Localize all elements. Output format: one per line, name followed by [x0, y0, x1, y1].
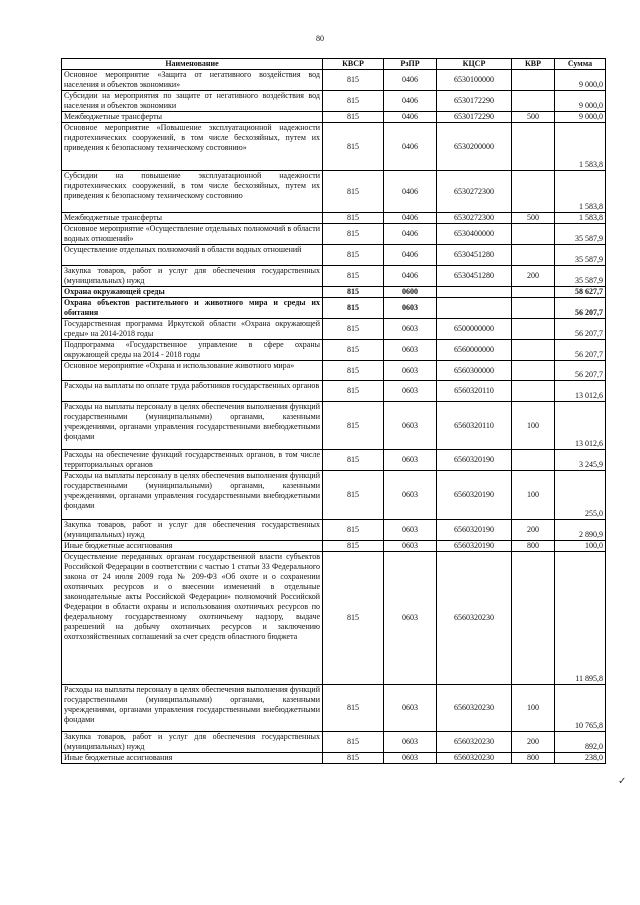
- row-name-cell: Основное мероприятие «Повышение эксплуатационной надежности гидротехнических сооружений, в том числе бесхозяйных, путем их приведения к безопасному техническому состоянию»: [62, 123, 323, 171]
- page-number: 80: [316, 34, 324, 43]
- row-sum-cell: 35 587,9: [555, 224, 606, 245]
- row-name-cell: Охрана объектов растительного и животного мира и среды их обитания: [62, 298, 323, 319]
- row-sum-cell: 100,0: [555, 541, 606, 552]
- row-rzpr-cell: 0600: [384, 287, 437, 298]
- row-rzpr-cell: 0603: [384, 471, 437, 520]
- row-kvsr-cell: 815: [323, 541, 384, 552]
- table-row: [62, 381, 606, 402]
- row-kcsr-cell: [437, 298, 512, 319]
- row-kvsr-cell: 815: [323, 213, 384, 224]
- table-row: [62, 732, 606, 753]
- row-kvsr-cell: 815: [323, 471, 384, 520]
- row-kcsr-cell: 6560320110: [437, 402, 512, 450]
- row-kcsr-cell: 6500000000: [437, 319, 512, 340]
- row-name-cell: Расходы на выплаты персоналу в целях обеспечения выполнения функций государственными (муниципальными) органами, казенными учреждениями, органами управления государственными внебюджетными фондами: [62, 685, 323, 732]
- row-rzpr-cell: 0406: [384, 70, 437, 91]
- row-sum-cell: 9 000,0: [555, 91, 606, 112]
- row-rzpr-cell: 0603: [384, 381, 437, 402]
- row-kvsr-cell: 815: [323, 520, 384, 541]
- row-sum-cell: 56 207,7: [555, 298, 606, 319]
- row-kvr-cell: [512, 245, 555, 266]
- row-kcsr-cell: 6530200000: [437, 123, 512, 171]
- table-row: [62, 123, 606, 171]
- row-kvr-cell: [512, 287, 555, 298]
- table-row: [62, 753, 606, 764]
- row-rzpr-cell: 0406: [384, 123, 437, 171]
- row-kvsr-cell: 815: [323, 381, 384, 402]
- row-sum-cell: 56 207,7: [555, 319, 606, 340]
- row-name-cell: Межбюджетные трансферты: [62, 112, 323, 123]
- row-kcsr-cell: 6530172290: [437, 91, 512, 112]
- row-kcsr-cell: 6560320230: [437, 685, 512, 732]
- row-sum-cell: 35 587,9: [555, 245, 606, 266]
- row-name-cell: Иные бюджетные ассигнования: [62, 541, 323, 552]
- row-kvr-cell: 800: [512, 541, 555, 552]
- check-mark-icon: ✓: [618, 776, 627, 787]
- row-kvr-cell: 200: [512, 266, 555, 287]
- row-kvsr-cell: 815: [323, 112, 384, 123]
- column-header-kcsr: КЦСР: [437, 59, 512, 70]
- row-kcsr-cell: 6530100000: [437, 70, 512, 91]
- row-name-cell: Закупка товаров, работ и услуг для обеспечения государственных (муниципальных) нужд: [62, 520, 323, 541]
- row-name-cell: Закупка товаров, работ и услуг для обеспечения государственных (муниципальных) нужд: [62, 732, 323, 753]
- row-sum-cell: 56 207,7: [555, 361, 606, 381]
- row-rzpr-cell: 0603: [384, 552, 437, 685]
- row-kvsr-cell: 815: [323, 171, 384, 213]
- table-row: [62, 91, 606, 112]
- row-name-cell: Государственная программа Иркутской области «Охрана окружающей среды» на 2014-2018 годы: [62, 319, 323, 340]
- row-kcsr-cell: 6530172290: [437, 112, 512, 123]
- row-kvr-cell: [512, 361, 555, 381]
- row-sum-cell: 58 627,7: [555, 287, 606, 298]
- row-kvsr-cell: 815: [323, 753, 384, 764]
- row-kvsr-cell: 815: [323, 70, 384, 91]
- budget-table: [61, 58, 606, 764]
- row-kvr-cell: 100: [512, 685, 555, 732]
- table-row: [62, 70, 606, 91]
- row-kvr-cell: 100: [512, 402, 555, 450]
- row-name-cell: Основное мероприятие «Осуществление отдельных полномочий в области водных отношений»: [62, 224, 323, 245]
- row-kvr-cell: 500: [512, 213, 555, 224]
- row-kcsr-cell: 6560000000: [437, 340, 512, 361]
- row-rzpr-cell: 0406: [384, 266, 437, 287]
- row-kvr-cell: [512, 123, 555, 171]
- row-kvsr-cell: 815: [323, 245, 384, 266]
- row-sum-cell: 11 895,8: [555, 552, 606, 685]
- row-kcsr-cell: [437, 287, 512, 298]
- row-kvsr-cell: 815: [323, 685, 384, 732]
- table-row: [62, 520, 606, 541]
- row-kvsr-cell: 815: [323, 732, 384, 753]
- row-sum-cell: 1 583,8: [555, 171, 606, 213]
- row-kcsr-cell: 6560320190: [437, 450, 512, 471]
- row-rzpr-cell: 0406: [384, 91, 437, 112]
- row-name-cell: Охрана окружающей среды: [62, 287, 323, 298]
- row-kvr-cell: [512, 319, 555, 340]
- row-name-cell: Расходы на выплаты персоналу в целях обеспечения выполнения функций государственными (муниципальными) органами, казенными учреждениями, органами управления государственными внебюджетными фондами: [62, 402, 323, 450]
- row-kcsr-cell: 6560320110: [437, 381, 512, 402]
- row-rzpr-cell: 0603: [384, 450, 437, 471]
- table-row: [62, 319, 606, 340]
- table-row: [62, 266, 606, 287]
- row-kvsr-cell: 815: [323, 552, 384, 685]
- row-kvsr-cell: 815: [323, 123, 384, 171]
- row-kvr-cell: [512, 298, 555, 319]
- row-kcsr-cell: 6530272300: [437, 213, 512, 224]
- row-sum-cell: 2 890,9: [555, 520, 606, 541]
- table-row: [62, 245, 606, 266]
- row-kvsr-cell: 815: [323, 402, 384, 450]
- row-kcsr-cell: 6560320190: [437, 520, 512, 541]
- table-row: [62, 450, 606, 471]
- column-header-kvsr: КВСР: [323, 59, 384, 70]
- row-kvsr-cell: 815: [323, 91, 384, 112]
- row-rzpr-cell: 0603: [384, 361, 437, 381]
- row-kcsr-cell: 6560320230: [437, 753, 512, 764]
- table-row: [62, 224, 606, 245]
- row-rzpr-cell: 0603: [384, 753, 437, 764]
- row-kcsr-cell: 6530272300: [437, 171, 512, 213]
- table-row: [62, 298, 606, 319]
- row-sum-cell: 255,0: [555, 471, 606, 520]
- row-kvr-cell: [512, 381, 555, 402]
- row-name-cell: Подпрограмма «Государственное управление в сфере охраны окружающей среды на 2014 - 2018 годы: [62, 340, 323, 361]
- column-header-kvr: КВР: [512, 59, 555, 70]
- row-rzpr-cell: 0603: [384, 520, 437, 541]
- row-kcsr-cell: 6560320190: [437, 471, 512, 520]
- row-kvsr-cell: 815: [323, 319, 384, 340]
- row-rzpr-cell: 0603: [384, 340, 437, 361]
- row-name-cell: Расходы на выплаты персоналу в целях обеспечения выполнения функций государственными (муниципальными) органами, казенными учреждениями, органами управления государственными внебюджетными фондами: [62, 471, 323, 520]
- row-kvr-cell: 200: [512, 732, 555, 753]
- row-kcsr-cell: 6560320190: [437, 541, 512, 552]
- row-name-cell: Расходы на выплаты по оплате труда работников государственных органов: [62, 381, 323, 402]
- row-kvr-cell: 800: [512, 753, 555, 764]
- column-header-sum: Сумма: [555, 59, 606, 70]
- row-name-cell: Субсидии на мероприятия по защите от негативного воздействия вод населения и объектов экономики: [62, 91, 323, 112]
- row-kvsr-cell: 815: [323, 450, 384, 471]
- row-rzpr-cell: 0406: [384, 171, 437, 213]
- row-kcsr-cell: 6530451280: [437, 245, 512, 266]
- row-kvr-cell: [512, 340, 555, 361]
- row-name-cell: Осуществление переданных органам государственной власти субъектов Российской Федерации в соответствии с частью 1 статьи 33 Федерального закона от 24 июля 2009 года № 209-ФЗ «Об охоте и о сохранении охотничьих ресурсов и о внесении изменений в отдельные законодательные акты Российской Федерации» полномочий Российской Федерации в области охраны и использования охотничьих ресурсов по федеральному государственному охотничьему надзору, выдаче разрешений на добычу охотничьих ресурсов и заключению охотхозяйственных соглашений за счет средств областного бюджета: [62, 552, 323, 685]
- row-kvr-cell: [512, 224, 555, 245]
- row-name-cell: Расходы на обеспечение функций государственных органов, в том числе территориальных органов: [62, 450, 323, 471]
- row-kvsr-cell: 815: [323, 298, 384, 319]
- row-kcsr-cell: 6530400000: [437, 224, 512, 245]
- row-kvsr-cell: 815: [323, 361, 384, 381]
- row-kvr-cell: 500: [512, 112, 555, 123]
- row-rzpr-cell: 0406: [384, 245, 437, 266]
- table-row: [62, 340, 606, 361]
- table-row: [62, 471, 606, 520]
- row-name-cell: Осуществление отдельных полномочий в области водных отношений: [62, 245, 323, 266]
- row-kvr-cell: [512, 450, 555, 471]
- table-row: [62, 213, 606, 224]
- row-kcsr-cell: 6560320230: [437, 552, 512, 685]
- row-name-cell: Закупка товаров, работ и услуг для обеспечения государственных (муниципальных) нужд: [62, 266, 323, 287]
- row-rzpr-cell: 0406: [384, 213, 437, 224]
- row-name-cell: Основное мероприятие «Защита от негативного воздействия вод населения и объектов экономики»: [62, 70, 323, 91]
- row-sum-cell: 1 583,8: [555, 123, 606, 171]
- row-kvsr-cell: 815: [323, 340, 384, 361]
- row-sum-cell: 35 587,9: [555, 266, 606, 287]
- row-name-cell: Основное мероприятие «Охрана и использование животного мира»: [62, 361, 323, 381]
- row-kvr-cell: 100: [512, 471, 555, 520]
- row-rzpr-cell: 0603: [384, 732, 437, 753]
- column-header-rzpr: РзПР: [384, 59, 437, 70]
- row-kvsr-cell: 815: [323, 224, 384, 245]
- row-kcsr-cell: 6560320230: [437, 732, 512, 753]
- row-sum-cell: 892,0: [555, 732, 606, 753]
- table-row: [62, 685, 606, 732]
- table-header-row: [62, 59, 606, 70]
- row-rzpr-cell: 0406: [384, 224, 437, 245]
- table-row: [62, 541, 606, 552]
- row-kvsr-cell: 815: [323, 287, 384, 298]
- row-sum-cell: 56 207,7: [555, 340, 606, 361]
- row-rzpr-cell: 0603: [384, 402, 437, 450]
- row-sum-cell: 13 012,6: [555, 402, 606, 450]
- row-rzpr-cell: 0603: [384, 541, 437, 552]
- table-row: [62, 402, 606, 450]
- row-kcsr-cell: 6560300000: [437, 361, 512, 381]
- row-name-cell: Субсидии на повышение эксплуатационной надежности гидротехнических сооружений, в том числе бесхозяйных, путем их приведения к безопасному техническому состоянию: [62, 171, 323, 213]
- row-kvr-cell: [512, 70, 555, 91]
- row-rzpr-cell: 0603: [384, 685, 437, 732]
- row-sum-cell: 13 012,6: [555, 381, 606, 402]
- row-name-cell: Иные бюджетные ассигнования: [62, 753, 323, 764]
- row-name-cell: Межбюджетные трансферты: [62, 213, 323, 224]
- row-kvr-cell: [512, 91, 555, 112]
- row-sum-cell: 9 000,0: [555, 70, 606, 91]
- row-rzpr-cell: 0603: [384, 319, 437, 340]
- row-kvr-cell: 200: [512, 520, 555, 541]
- row-sum-cell: 10 765,8: [555, 685, 606, 732]
- row-rzpr-cell: 0406: [384, 112, 437, 123]
- row-kvr-cell: [512, 552, 555, 685]
- row-kvr-cell: [512, 171, 555, 213]
- column-header-name: Наименование: [62, 59, 323, 70]
- row-rzpr-cell: 0603: [384, 298, 437, 319]
- table-row: [62, 361, 606, 381]
- table-row: [62, 552, 606, 685]
- row-kcsr-cell: 6530451280: [437, 266, 512, 287]
- row-sum-cell: 238,0: [555, 753, 606, 764]
- table-row: [62, 287, 606, 298]
- row-sum-cell: 1 583,8: [555, 213, 606, 224]
- row-sum-cell: 9 000,0: [555, 112, 606, 123]
- table-row: [62, 112, 606, 123]
- row-sum-cell: 3 245,9: [555, 450, 606, 471]
- table-row: [62, 171, 606, 213]
- row-kvsr-cell: 815: [323, 266, 384, 287]
